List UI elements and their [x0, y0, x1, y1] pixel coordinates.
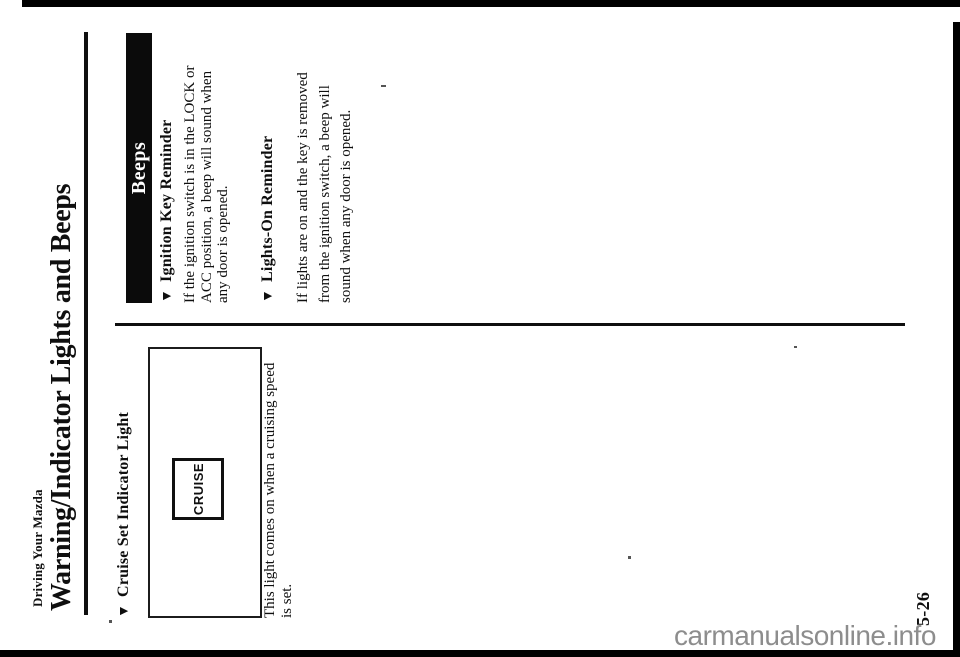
cruise-indicator-label: CRUISE [190, 462, 206, 516]
manual-eyebrow: Driving Your Mazda [30, 489, 45, 607]
indicator-figure-frame [148, 347, 262, 618]
ignition-key-reminder-body [182, 66, 232, 303]
cruise-body-text [262, 363, 296, 618]
cruise-heading-label: Cruise Set Indicator Light [115, 412, 132, 597]
body-line: If the ignition switch is in the LOCK or [182, 65, 198, 303]
watermark: carmanualsonline.info [674, 620, 936, 651]
body-line: sound when any door is opened. [338, 109, 354, 303]
scan-speck [628, 556, 631, 559]
scan-speck [109, 620, 112, 623]
cruise-section-heading [115, 412, 133, 618]
scan-speck [381, 85, 386, 87]
triangle-marker-icon: ▼ [160, 288, 175, 303]
scan-speck [794, 346, 797, 348]
heading-label: Ignition Key Reminder [158, 119, 175, 282]
title-rule [84, 32, 88, 615]
cruise-indicator-box [172, 458, 224, 520]
body-line: any door is opened. [215, 185, 231, 303]
ignition-key-reminder-heading [158, 120, 176, 303]
scan-top-edge-bar [22, 0, 960, 7]
body-line: If lights are on and the key is removed [295, 72, 311, 303]
triangle-marker-icon: ▼ [117, 603, 132, 618]
column-divider [115, 323, 905, 326]
beeps-section-header: Beeps [126, 33, 152, 303]
triangle-marker-icon: ▼ [261, 288, 276, 303]
lights-on-reminder-heading [259, 136, 277, 303]
heading-label: Lights-On Reminder [259, 135, 276, 282]
page-title: Warning/Indicator Lights and Beeps [46, 183, 77, 611]
page-number: 5-26 [913, 591, 933, 626]
lights-on-reminder-body [293, 72, 358, 303]
body-line: from the ignition switch, a beep will [316, 85, 333, 303]
body-line: ACC position, a beep will sound when [198, 70, 215, 303]
body-line: is set. [279, 583, 295, 618]
body-line: This light comes on when a cruising speed [262, 362, 278, 618]
scan-right-edge-bar [953, 22, 960, 657]
